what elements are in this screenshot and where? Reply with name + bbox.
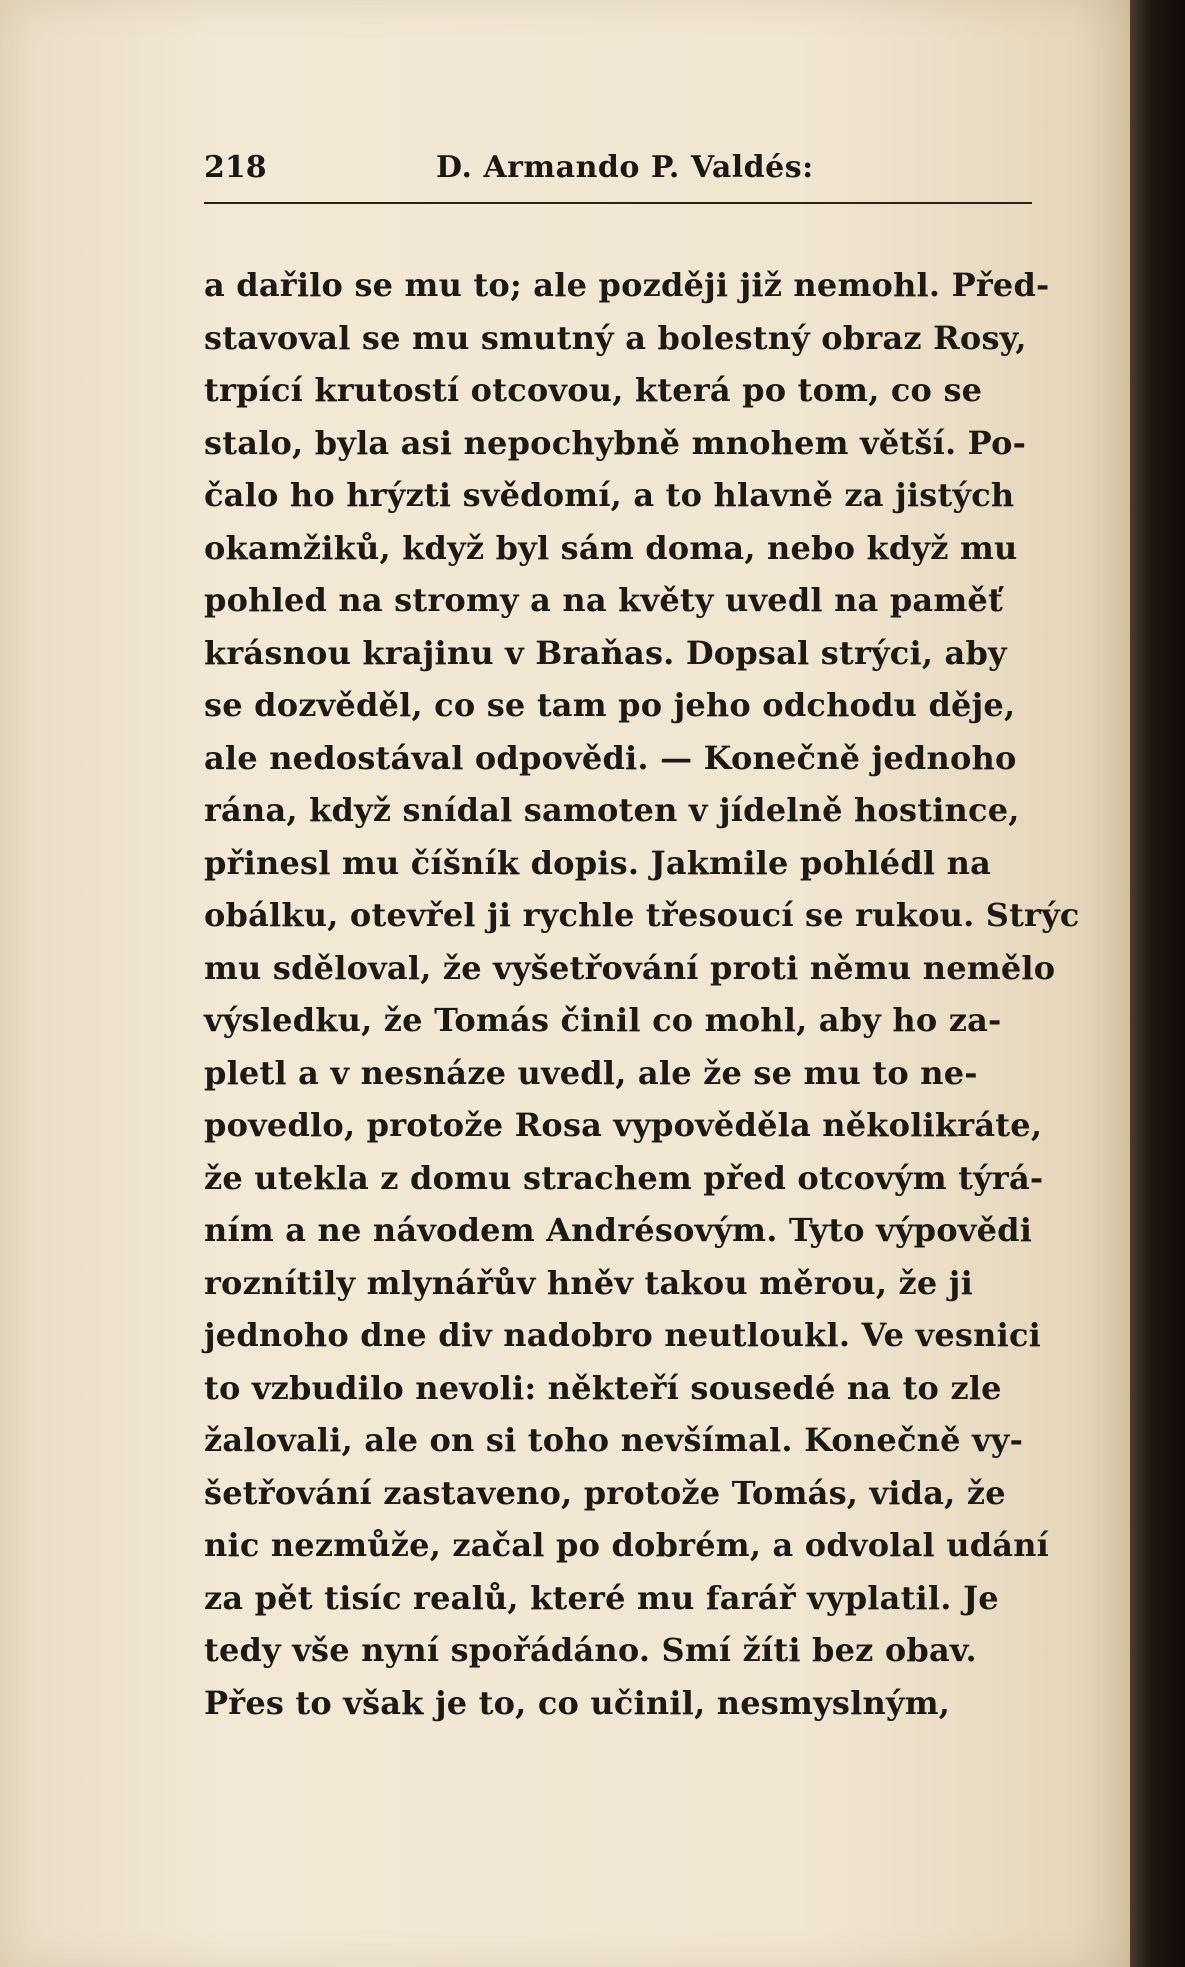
text-line: čalo ho hrýzti svědomí, a to hlavně za jistých [204, 476, 1015, 514]
text-line: za pět tisíc realů, které mu farář vyplatil. Je [204, 1578, 999, 1617]
text-line: že utekla z domu strachem před otcovým týrá- [204, 1158, 1044, 1197]
text-line: ale nedostával odpovědi. — Konečně jednoho [204, 738, 1017, 777]
text-line: jednoho dne div nadobro neutloukl. Ve vesnici [204, 1316, 1041, 1354]
text-line: výsledku, že Tomás činil co mohl, aby ho za- [204, 1001, 1002, 1039]
text-line: se dozvěděl, co se tam po jeho odchodu děje, [204, 686, 1016, 724]
text-line: krásnou krajinu v Braňas. Dopsal strýci, aby [204, 633, 1007, 672]
text-line: povedlo, protože Rosa vypověděla několikráte, [204, 1106, 1043, 1144]
text-line: ním a ne návodem Andrésovým. Tyto výpovědi [204, 1211, 1033, 1249]
text-line: stalo, byla asi nepochybně mnohem větší. Po- [204, 423, 1027, 462]
header-rule [204, 202, 1032, 204]
text-line: to vzbudilo nevoli: někteří sousedé na to zle [204, 1368, 1002, 1407]
page-number: 218 [204, 150, 267, 185]
text-line: pletl a v nesnáze uvedl, ale že se mu to ne- [204, 1053, 978, 1092]
text-line: nic nezmůže, začal po dobrém, a odvolal udání [204, 1526, 1050, 1564]
page-edge [1130, 0, 1185, 1967]
body-text [204, 259, 1080, 1729]
text-line: přinesl mu číšník dopis. Jakmile pohlédl na [204, 843, 992, 882]
text-line: tedy vše nyní spořádáno. Smí žíti bez obav. [204, 1631, 977, 1669]
page-header [204, 150, 1032, 192]
running-head: D. Armando P. Valdés: [436, 150, 814, 185]
text-line: okamžiků, když byl sám doma, nebo když mu [204, 528, 1018, 567]
text-line: žalovali, ale on si toho nevšímal. Konečně vy- [204, 1421, 1024, 1459]
text-line: a dařilo se mu to; ale později již nemohl. Před- [204, 266, 1050, 304]
text-line: stavoval se mu smutný a bolestný obraz Rosy, [204, 318, 1027, 357]
text-line: pohled na stromy a na květy uvedl na paměť [204, 581, 1003, 619]
text-line: obálku, otevřel ji rychle třesoucí se rukou. Strýc [204, 896, 1080, 934]
text-line: rána, když snídal samoten v jídelně hostince, [204, 791, 1020, 829]
text-line: roznítily mlynářův hněv takou měrou, že ji [204, 1263, 973, 1302]
text-line: mu sděloval, že vyšetřování proti němu nemělo [204, 948, 1056, 987]
text-line: šetřování zastaveno, protože Tomás, vida, že [204, 1473, 1006, 1512]
text-line: Přes to však je to, co učinil, nesmyslným, [204, 1683, 951, 1722]
text-line: trpící krutostí otcovou, která po tom, co se [204, 371, 983, 409]
